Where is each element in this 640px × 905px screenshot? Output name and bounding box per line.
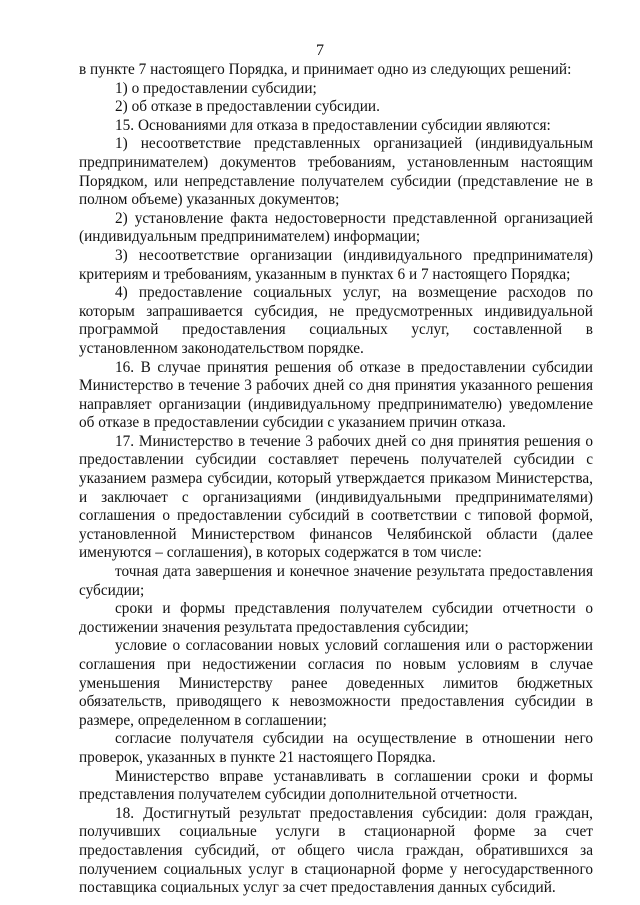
paragraph-15-item-2: 2) установление факта недостоверности представленной организацией (индивидуальным предпринимателем) информации; (79, 209, 593, 246)
paragraph-17: 17. Министерство в течение 3 рабочих дней со дня принятия решения о предоставлении субсидии составляет перечень получателей субсидии с указанием размера субсидии, который утверждается приказом Министерства, и заключает с организациями (индивидуальными предпринимателями) соглашения о предоставлении субсидий в соответствии с типовой формой, установленной Министерством финансов Челябинской области (далее именуются – соглашения), в которых содержатся в том числе: (79, 432, 593, 562)
document-body (79, 61, 593, 898)
paragraph-decision-grant: 1) о предоставлении субсидии; (115, 79, 317, 97)
page-number: 7 (316, 42, 324, 59)
paragraph-18: 18. Достигнутый результат предоставления субсидии: доля граждан, получивших социальные услуги в стационарной форме за счет предоставления субсидий, от общего числа граждан, обратившихся за получением социальных услуг в стационарной форме у негосударственного поставщика социальных услуг за счет предоставления данных субсидий. (79, 804, 593, 897)
paragraph-17-item-conditions: условие о согласовании новых условий соглашения или о расторжении соглашения при недостижении согласия по новым условиям в случае уменьшения Министерству ранее доведенных лимитов бюджетных обязательств, приводящего к невозможности предоставления субсидии в размере, определенном в соглашении; (79, 637, 593, 729)
paragraph-17-item-consent: согласие получателя субсидии на осуществление в отношении него проверок, указанных в пункте 21 настоящего Порядка. (79, 730, 593, 766)
paragraph-decision-refusal: 2) об отказе в предоставлении субсидии. (115, 98, 380, 116)
paragraph-17-item-reporting: сроки и формы представления получателем субсидии отчетности о достижении значения результата предоставления субсидии; (79, 600, 593, 636)
paragraph-16: 16. В случае принятия решения об отказе в предоставлении субсидии Министерство в течение 3 рабочих дней со дня принятия указанного решения направляет организации (индивидуальному предпринимателю) уведомление об отказе в предоставлении субсидии с указанием причин отказа. (79, 358, 593, 432)
paragraph-15-heading: 15. Основаниями для отказа в предоставлении субсидии являются: (115, 116, 551, 134)
paragraph-15-item-1: 1) несоответствие представленных организацией (индивидуальным предпринимателем) документов требованиям, установленным настоящим Порядком, или непредставление получателем субсидии (представление не в полном объеме) указанных документов; (79, 135, 593, 209)
paragraph-ministry-right: Министерство вправе устанавливать в соглашении сроки и формы представления получателем субсидии дополнительной отчетности. (79, 767, 593, 804)
paragraph-continuation: в пункте 7 настоящего Порядка, и принимает одно из следующих решений: (79, 61, 572, 78)
paragraph-15-item-3: 3) несоответствие организации (индивидуального предпринимателя) критериям и требованиям, указанным в пунктах 6 и 7 настоящего Порядка; (79, 246, 593, 283)
paragraph-15-item-4: 4) предоставление социальных услуг, на возмещение расходов по которым запрашивается субсидия, не предусмотренных индивидуальной программой предоставления социальных услуг, составленной в установленном законодательством порядке. (79, 284, 593, 357)
paragraph-17-item-date: точная дата завершения и конечное значение результата предоставления субсидии; (79, 563, 593, 599)
